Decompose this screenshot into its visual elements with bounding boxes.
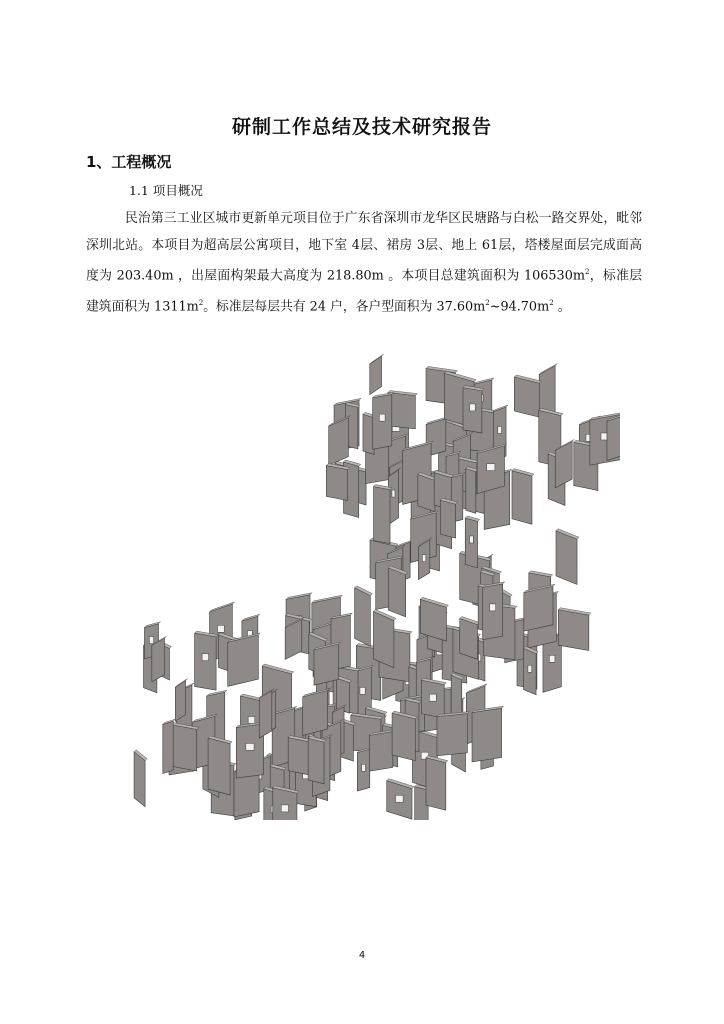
wall-opening (218, 625, 225, 632)
wall-panel (524, 586, 553, 631)
wall-panel (388, 568, 405, 617)
section-heading: 1、工程概况 (86, 153, 172, 171)
wall-panel (134, 752, 145, 807)
wall-panel (472, 708, 502, 762)
wall-panel (512, 471, 532, 525)
wall-panel (326, 466, 347, 501)
wall-panel (556, 531, 577, 585)
wall-panel (259, 691, 272, 738)
wall-panels (134, 354, 620, 820)
wall-opening (379, 414, 385, 421)
wall-panel (374, 487, 390, 544)
wall-panel (370, 356, 382, 394)
wall-panel (308, 738, 324, 784)
wall-panel (426, 758, 446, 811)
wall-panel (152, 638, 165, 681)
building-wall-model-figure (120, 350, 620, 820)
wall-panel (355, 588, 371, 647)
wall-panel (437, 714, 467, 756)
wall-opening (360, 687, 365, 694)
wall-panel (460, 618, 478, 659)
wall-panel (369, 732, 393, 772)
project-overview-paragraph: 民治第三工业区城市更新单元项目位于广东省深圳市龙华区民塘路与白松一路交界处，毗邻深圳北站。本项目为超高层公寓项目，地下室 4层、裙房 3层、地上 61层，塔楼屋面层完成面高度为 203.40m ，出屋面构架最大高度为 218.80m 。本项目总建筑面积为 $106530m^2$，标准层建筑面积为 $1311m^2$。标准层每层共有 24 户，各户型面积为 $37.60m^2\sim 94.70m^2$ 。 (86, 211, 642, 315)
wall-panel (514, 377, 539, 417)
wall-panel (418, 474, 435, 511)
wall-opening (281, 805, 288, 812)
wall-panel (373, 612, 393, 668)
wall-panel (440, 500, 455, 538)
wall-opening (422, 555, 425, 562)
wall-opening (528, 665, 532, 672)
wall-opening (470, 536, 474, 543)
wall-panel (466, 469, 476, 514)
wall-opening (362, 764, 366, 771)
wall-opening (490, 604, 496, 611)
wall-opening (487, 464, 495, 471)
wall-opening (392, 490, 395, 497)
wall-opening (149, 637, 153, 644)
wall-panel (303, 690, 328, 735)
wall-panel (208, 738, 230, 795)
wall-panel (288, 738, 311, 776)
wall-panel (314, 644, 338, 685)
report-title: 研制工作总结及技术研究报告 (231, 116, 492, 138)
wall-panel (195, 633, 217, 690)
wall-panel (392, 713, 415, 761)
wall-opening (246, 743, 254, 750)
wall-panel (373, 394, 392, 449)
wall-panel (163, 721, 173, 773)
wall-panel (558, 610, 588, 651)
subsection-heading: 1.1 项目概况 (129, 183, 203, 198)
wall-opening (248, 717, 255, 724)
wall-opening (396, 795, 404, 802)
wall-panel (175, 681, 185, 722)
wall-opening (470, 404, 476, 411)
page-number: 4 (358, 950, 366, 961)
wall-opening (498, 426, 502, 433)
wall-panel (483, 584, 503, 640)
wall-opening (202, 654, 208, 661)
wall-panel (228, 635, 259, 686)
wall-opening (429, 694, 436, 701)
wall-opening (549, 655, 555, 662)
